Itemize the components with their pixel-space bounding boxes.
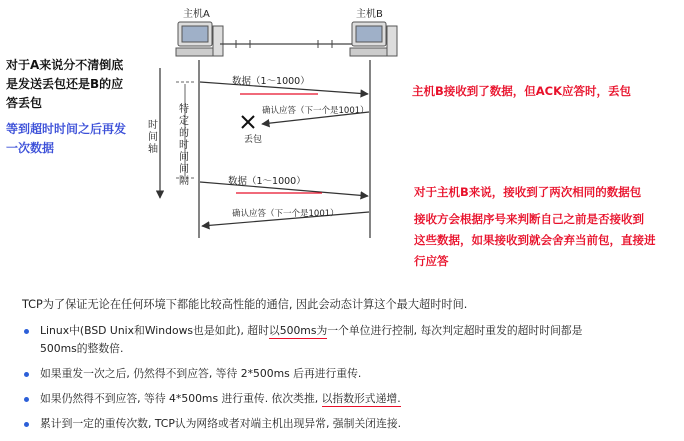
time-axis-label: 时间轴 (148, 120, 158, 155)
right-note-line: 接收方会根据序号来判断自己之前是否接收到 (414, 212, 644, 226)
data-label-1: 数据（1～1000） (232, 76, 310, 87)
lost-label: 丢包 (244, 135, 263, 145)
right-note-mid: 对于主机B来说，接收到了两次相同的数据包 (414, 185, 642, 199)
ack-label-1: 确认应答（下一个是1001） (262, 106, 369, 116)
left-note-line: 对于A来说分不清倒底 (6, 58, 124, 72)
host-a-label: 主机A (183, 9, 210, 20)
bullet-text: 如果重发一次之后, 仍然得不到应答, 等待 2*500ms 后再进行重传. (40, 367, 362, 380)
bullet-icon (24, 329, 29, 334)
left-note-line: 一次数据 (6, 141, 55, 155)
bullet-item (24, 322, 582, 358)
data-label-2: 数据（1～1000） (228, 176, 306, 187)
bullet-icon (24, 397, 29, 402)
bullet-item (24, 390, 582, 408)
left-note-line: 是发送丢包还是B的应 (6, 77, 124, 91)
network-cable (220, 40, 352, 48)
bullet-text: Linux中(BSD Unix和Windows也是如此), 超时 (40, 324, 269, 337)
left-note-blue (6, 120, 126, 158)
left-note-line: 等到超时时间之后再发 (6, 122, 127, 136)
x-mark-icon (242, 116, 254, 128)
highlighted-text: 以指数形式递增. (321, 392, 401, 405)
right-note-line: 这些数据，如果接收到就会舍弃当前包，直接进 (414, 233, 656, 247)
bullet-list (24, 322, 582, 440)
bullet-icon (24, 372, 29, 377)
bullet-text: 如果仍然得不到应答, 等待 4*500ms 进行重传. 依次类推, (40, 392, 322, 405)
host-b-computer-icon (350, 22, 397, 56)
ack-label-2: 确认应答（下一个是1001） (232, 209, 339, 219)
bullet-text: 累计到一定的重传次数, TCP认为网络或者对端主机出现异常, 强制关闭连接. (40, 417, 402, 430)
interval-label: 特定的时间间隔 (179, 104, 189, 187)
highlighted-text: 以500ms为 (268, 324, 328, 337)
bullet-item (24, 365, 582, 383)
right-note-top: 主机B接收到了数据，但ACK应答时，丢包 (412, 84, 632, 98)
host-a-computer-icon (176, 22, 223, 56)
intro-paragraph: TCP为了保证无论在任何环境下都能比较高性能的通信, 因此会动态计算这个最大超时时间. (22, 298, 468, 311)
left-note-black (6, 56, 123, 113)
bullet-text: 500ms的整数倍. (40, 342, 124, 355)
bullet-text: 一个单位进行控制, 每次判定超时重发的超时时间都是 (327, 324, 583, 337)
bullet-item (24, 415, 582, 433)
bullet-icon (24, 422, 29, 427)
right-note-line: 行应答 (414, 254, 449, 268)
left-note-line: 答丢包 (6, 96, 43, 110)
host-b-label: 主机B (356, 9, 383, 20)
right-note-bottom (414, 209, 656, 272)
